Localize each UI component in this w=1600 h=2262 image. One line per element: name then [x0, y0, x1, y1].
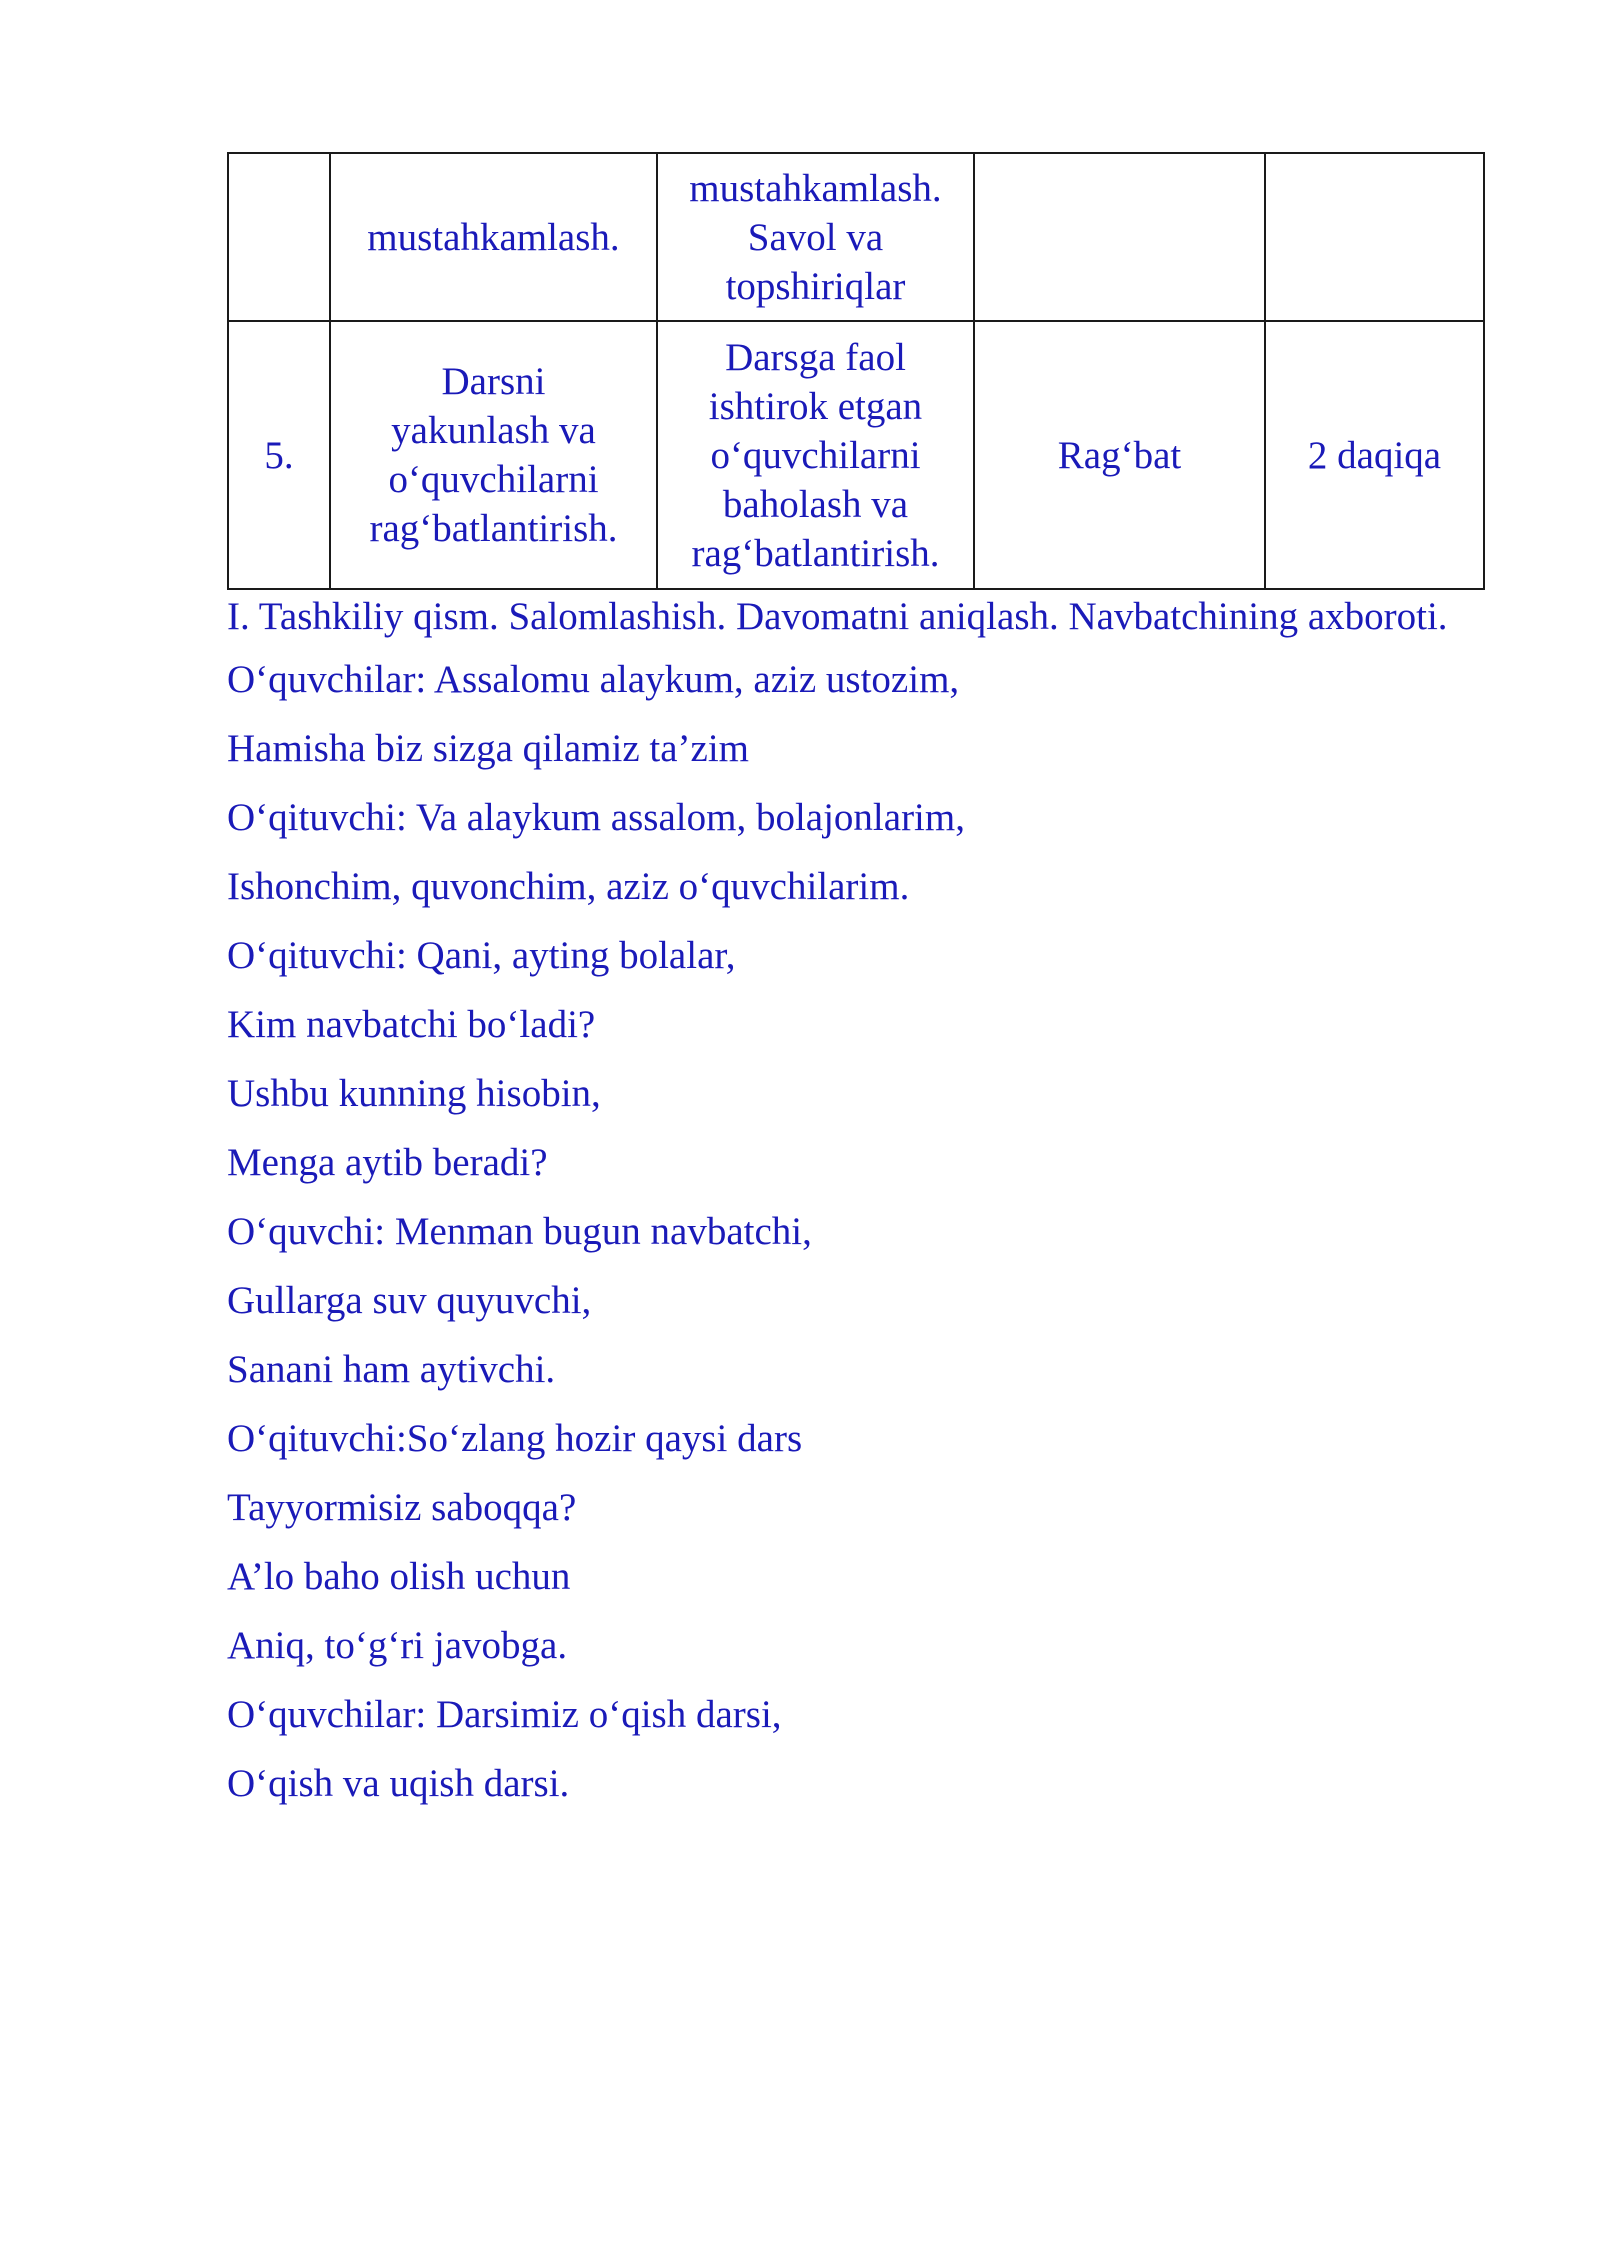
- verse-line: Menga aytib beradi?: [227, 1141, 548, 1184]
- verse-line: O‘quvchilar: Darsimiz o‘qish darsi,: [227, 1693, 782, 1736]
- document-page: [227, 152, 1483, 1828]
- cell-text-line: rag‘batlantirish.: [691, 531, 940, 575]
- verse-line: Kim navbatchi bo‘ladi?: [227, 1003, 596, 1046]
- table-row: [228, 153, 1484, 321]
- row-number-cell: [228, 153, 330, 321]
- verse-line: O‘qituvchi: Va alaykum assalom, bolajonlarim,: [227, 796, 965, 839]
- stage-cell: [330, 153, 657, 321]
- cell-text-line: yakunlash va: [391, 409, 596, 452]
- table-row: [228, 321, 1484, 589]
- cell-text-line: ishtirok etgan: [708, 384, 923, 428]
- cell-text-line: o‘quvchilarni: [388, 458, 599, 501]
- verse-line: Ishonchim, quvonchim, aziz o‘quvchilarim.: [227, 865, 910, 908]
- method-cell: [974, 153, 1265, 321]
- row-number-cell: 5.: [228, 321, 330, 589]
- verse-line: Gullarga suv quyuvchi,: [227, 1279, 592, 1322]
- cell-text-line: Darsni: [441, 360, 546, 403]
- verse-line: O‘quvchi: Menman bugun navbatchi,: [227, 1210, 812, 1253]
- verse-line: Hamisha biz sizga qilamiz ta’zim: [227, 727, 749, 770]
- cell-text-line: Darsga faol: [725, 335, 906, 379]
- verse-line: O‘qituvchi:So‘zlang hozir qaysi dars: [227, 1417, 803, 1460]
- time-cell: [1265, 153, 1484, 321]
- cell-text-line: mustahkamlash.: [689, 166, 942, 210]
- cell-text-line: rag‘batlantirish.: [369, 507, 618, 550]
- verse-line: O‘qituvchi: Qani, ayting bolalar,: [227, 934, 736, 977]
- poem-verse-list: [227, 655, 1483, 1828]
- time-cell: 2 daqiqa: [1265, 321, 1484, 589]
- verse-line: O‘quvchilar: Assalomu alaykum, aziz ustozim,: [227, 658, 960, 701]
- lesson-plan-table: [227, 152, 1485, 590]
- verse-line: Sanani ham aytivchi.: [227, 1348, 556, 1391]
- cell-text-line: topshiriqlar: [725, 264, 906, 308]
- activity-cell: [657, 321, 974, 589]
- cell-text-line: baholash va: [722, 482, 909, 526]
- verse-line: Aniq, to‘g‘ri javobga.: [227, 1624, 568, 1667]
- verse-line: A’lo baho olish uchun: [227, 1555, 571, 1598]
- cell-text-line: Savol va: [747, 215, 884, 259]
- verse-line: O‘qish va uqish darsi.: [227, 1762, 570, 1805]
- verse-line: Ushbu kunning hisobin,: [227, 1072, 601, 1115]
- method-cell: Rag‘bat: [974, 321, 1265, 589]
- stage-cell: [330, 321, 657, 589]
- verse-line: Tayyormisiz saboqqa?: [227, 1486, 577, 1529]
- activity-cell: [657, 153, 974, 321]
- section-heading: I. Tashkiliy qism. Salomlashish. Davomatni aniqlash. Navbatchining axboroti.: [227, 595, 1448, 638]
- cell-text-line: mustahkamlash.: [367, 215, 620, 259]
- cell-text-line: o‘quvchilarni: [710, 433, 921, 477]
